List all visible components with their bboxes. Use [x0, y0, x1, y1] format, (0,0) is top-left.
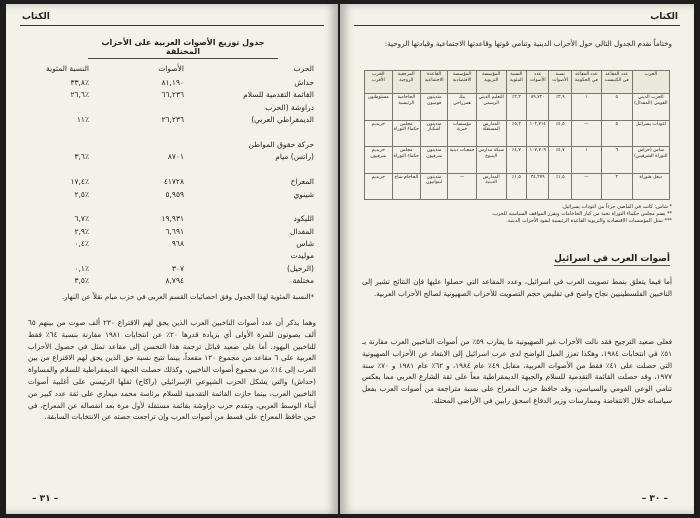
religious-parties-table [364, 70, 670, 200]
table-cell: ٢ [601, 173, 632, 200]
table-row [36, 239, 314, 251]
table-cell: ٥ [601, 94, 632, 121]
table-row [36, 103, 314, 115]
column-header: المرجعية الروحية [392, 71, 420, 94]
party-cell: شاس [296, 239, 314, 249]
table-cell: ٤,٧٪ [506, 147, 527, 174]
party-cell: (الرحيل) [287, 263, 314, 273]
table-cell: ١٠٧,٧٠٩ [527, 147, 549, 174]
votes-cell: ٦٦,٢٣٦ [161, 90, 184, 100]
table-row [365, 147, 670, 174]
table-row [36, 276, 314, 288]
table-cell: الحاخامية الرئيسية [392, 94, 420, 121]
table-row [36, 140, 314, 152]
party-cell: حركة حقوق المواطن [248, 139, 314, 149]
body-paragraph: وهما يذكر أن عدد أصوات الناخبين العرب الذين يحق لهم الاقتراع ٢٣٠ ألف صوت من بينهم ٦٥ ألف يصوتون للمرة الأولى أي بزيادة قدرها ٢٠٪ عن انتخابات ١٩٨١ مقارنة بنسبة ٦٤٪ فقط للناخبين اليهود. أما على صعيد قبائل ترجمة هذا التحسن إلى مقاعد تمثل في حصول الأحزاب العربية على ٦ مقاعد من مجموع ١٢٠ مقعداً، بينما تتيح نسبة حق الذين يحق لهم الاقتراع من بين العرب إلى ١٤٪ من مجموع أصوات الناخبين، وكذلك حصلت الجبهة الديمقراطية للسلام والمساواة (حداش) والتي يشكل الحزب الشيوعي الإسرائيلي (راكاح) ثقلها الرئيسي على أغلبية أصوات الناخبين العرب، بينما حازت القائمة التقدمية للسلام برئاسة محمد ميعاري على ثقة عدد كبير من أبناء الوسط العربي، وتقدم حزب دراوشة بقائمة مستقلة لأول مرة بعد انفصاله عن المعراخ، في حين حافظ المعراخ على قسط من أصوات العرب وإن تراجعت حصته عن الانتخابات السابقة. [28, 318, 317, 422]
table-cell: ١ [571, 94, 601, 121]
table-cell: ٤,٥٪ [549, 120, 572, 147]
table-row [36, 251, 314, 263]
table-cell: ١,٥٪ [506, 173, 527, 200]
column-header: النسبة المئوية [506, 71, 527, 94]
table-cell: — [571, 120, 601, 147]
table-cell: شاس (حراس التوراة الشرقيين) [632, 147, 669, 174]
table-note: * شاس: كانت في الماضي جزءاً من اغودات يسرائيل. [561, 204, 672, 210]
table-cell: التعليم الديني الرسمي [476, 94, 506, 121]
table-cell: متدينون قوميون [420, 94, 447, 121]
header-rule [20, 25, 324, 26]
column-header: عدد المقاعد في الحكومة [571, 71, 601, 94]
table-footnote: *النسبة المئوية لهذا الجدول وفق احصائيات القسم العربي في حزب ميام نقلاً عن النهار. [61, 293, 314, 301]
table-row [36, 227, 314, 239]
table-cell: اغودات يسرائيل [632, 120, 669, 147]
percent-cell: ٠,١٪ [74, 263, 89, 273]
table-cell: ديغل هتوراة [632, 173, 669, 200]
party-cell: المعراخ [290, 177, 314, 187]
page-number: – ٣١ – [32, 494, 59, 504]
running-head: الكتاب [650, 12, 678, 22]
table-cell: مجلس حكماء التوراة [392, 120, 420, 147]
column-header-votes: الأصوات [158, 64, 184, 73]
section-heading: أصوات العرب في اسرائيل [554, 254, 670, 264]
table-row [36, 202, 314, 214]
table-row [36, 177, 314, 189]
body-paragraph: فعلى صعيد الترجيح فقد نالت الأحزاب غير الصهيونية ما يقارب ٥٩٪ من أصوات الناخبين العرب مقارنة بـ ٥١٪ في انتخابات ١٩٨٤، وهكذا تعزز الميل الواضح لدى عرب اسرائيل إلى الابتعاد عن الأحزاب الصهيونية التي حصلت على ٤١٪ فقط من الأصوات العربية، مقابل ٤٩٪ عام ١٩٨٤، و ٦٢٪ عام ١٩٨١ و ٧٠٪ سنة ١٩٧٧، وقد حصلت القائمة التقدمية للسلام والجبهة الديمقراطية معاً على ثقة الشارع العربي مما يعكس تنامي الوعي القومي والسياسي، وقد حافظ حزب المعراخ على نسبة متراجعة من أصوات العرب بفعل سياساته خلال الانتفاضة وممارسات وزير الدفاع اسحق رابين في الأراضي المحتلة. [362, 337, 673, 405]
votes-cell: ١٩,٩٣١ [161, 214, 184, 224]
table-row [365, 173, 670, 200]
table-cell: ١ [571, 147, 601, 174]
column-header: الحزب الأقرب [365, 71, 393, 94]
table-row [36, 214, 314, 226]
table-cell: شبكة مدارس الينبوع [476, 147, 506, 174]
percent-cell: ١٧,٤٪ [70, 177, 89, 187]
table-title: جدول توزيع الأصوات العربية على الأحزاب المختلفة [88, 38, 278, 59]
table-cell: ٦ [601, 147, 632, 174]
table-cell: ٤,٧٪ [549, 147, 572, 174]
percent-cell: ٣,٥٪ [74, 276, 89, 286]
party-cell: حداش [294, 78, 314, 87]
table-cell: ٢,٢٪ [506, 94, 527, 121]
column-header: المؤسسة التربوية [476, 71, 506, 94]
table-cell: — [448, 173, 477, 200]
party-cell: الديمقراطي العربي) [251, 115, 314, 125]
table-row [36, 78, 314, 90]
column-header: الحزب [632, 71, 669, 94]
table-note: ** يضم مجلس حكماء التوراة نخبة من كبار الحاخامات ويقرر المواقف السياسية للحزب. [491, 211, 672, 217]
votes-cell: ٤١٧٢٨ [163, 177, 184, 187]
votes-cell: ٩٦٨ [171, 239, 184, 249]
party-cell: دراوشة (الحزب [265, 102, 314, 112]
table-cell: متدينون أشكناز [420, 120, 447, 147]
table-cell: ٥,٢٪ [506, 120, 527, 147]
table-cell: حريديم [365, 120, 393, 147]
table-cell: ٣,٩٪ [549, 94, 572, 121]
votes-cell: ٨٧٠١ [167, 152, 184, 162]
table-row [36, 115, 314, 127]
party-cell: مختلفة [292, 276, 314, 286]
table-cell: ٥ [601, 120, 632, 147]
column-header-party: الحزب [293, 64, 314, 73]
table-cell: الحزب الديني القومي (المفدال) [632, 94, 669, 121]
column-header: القاعدة الاجتماعية [420, 71, 447, 94]
column-header-percent: النسبة المئوية [46, 64, 89, 73]
party-cell: موليدت [290, 251, 314, 261]
table-cell: ١٠٢,٧١٤ [527, 120, 549, 147]
votes-cell: ٨١,١٩٠ [161, 78, 184, 87]
votes-cell: ٥,٩٥٩ [165, 189, 184, 199]
column-header: عدد الأصوات [527, 71, 549, 94]
left-page [6, 4, 338, 514]
table-row [36, 90, 314, 102]
table-note: *** تمثل المؤسسات الاقتصادية والتربوية القاعدة الرئيسية لنفوذ الأحزاب الدينية. [506, 218, 672, 224]
table-header [36, 64, 314, 76]
table-row [36, 190, 314, 202]
party-cell: الليكود [293, 214, 314, 224]
table-cell: ٨٩,٧٢٠ [527, 94, 549, 121]
column-header: المؤسسة الاقتصادية [448, 71, 477, 94]
intro-paragraph: وختاماً نقدم الجدول التالي حول الأحزاب الدينية وتنامي قوتها وقاعدتها الاجتماعية وقيادتها الروحية: [384, 39, 672, 48]
header-rule [354, 25, 680, 26]
table-cell: حريديم شرقيون [365, 147, 393, 174]
running-head: الكتاب [22, 12, 50, 22]
table-cell: المدارس الدينية [476, 173, 506, 200]
percent-cell: ١١٪ [76, 115, 89, 125]
table-row [36, 152, 314, 164]
body-paragraph: أما فيما يتعلق بنمط تصويت العرب في اسرائيل، وعدد المقاعد التي حصلوا عليها فإن النتائج تشير إلى الناخبين الفلسطينيين نجاح واضح في تقليص حجم التصويت للأحزاب الصهيونية لصالح الأحزاب العربية. [362, 277, 672, 298]
party-cell: القائمة التقدمية للسلام [243, 90, 314, 100]
table-cell: جمعيات دينية [448, 147, 477, 174]
percent-cell: ٣,٦٪ [74, 152, 89, 162]
table-cell: الحاخام شاخ [392, 173, 420, 200]
table-cell: حريديم [365, 173, 393, 200]
table-row [36, 128, 314, 140]
percent-cell: ٢,٩٪ [74, 226, 89, 236]
table-cell: متدينون شرقيون [420, 147, 447, 174]
votes-cell: ٦,٦٩١ [165, 226, 184, 236]
party-cell: (راتس) ميام [275, 152, 314, 162]
table-row [365, 94, 670, 121]
percent-cell: ٢,٥٪ [74, 189, 89, 199]
table-cell: مجلس حكماء التوراة [392, 147, 420, 174]
vote-table-body [36, 78, 314, 289]
table-notes [364, 204, 672, 225]
table-cell: المدارس المستقلة [476, 120, 506, 147]
table-row [365, 120, 670, 147]
party-cell: شينوي [293, 189, 314, 199]
column-header: نسبة الأصوات [549, 71, 572, 94]
percent-cell: ٣٣,٨٪ [70, 78, 89, 87]
table-body [365, 94, 670, 200]
votes-cell: ٢٦,٢٣٦ [161, 115, 184, 125]
table-cell: مستوطنون [365, 94, 393, 121]
table-row [36, 165, 314, 177]
percent-cell: ٦,٧٪ [74, 214, 89, 224]
page-number: – ٣٠ – [641, 494, 668, 504]
table-cell: ١,٥٪ [549, 173, 572, 200]
table-cell: متدينون ليتوانيون [420, 173, 447, 200]
table-cell: مؤسسات خيرية [448, 120, 477, 147]
table-cell: — [571, 173, 601, 200]
percent-cell: ٢٦,٦٪ [70, 90, 89, 100]
party-cell: المفدال [290, 226, 314, 236]
votes-cell: ٣٠٧ [171, 263, 184, 273]
votes-cell: ٨,٧٩٤ [165, 276, 184, 286]
table-cell: بنك همزراحي [448, 94, 477, 121]
column-header: عدد المقاعد في الكنيست [601, 71, 632, 94]
table-row [36, 264, 314, 276]
percent-cell: ٠,٤٪ [74, 239, 89, 249]
table-cell: ٣٤,٢٧٩ [527, 173, 549, 200]
table-header-row [365, 71, 670, 94]
right-page [340, 4, 694, 514]
